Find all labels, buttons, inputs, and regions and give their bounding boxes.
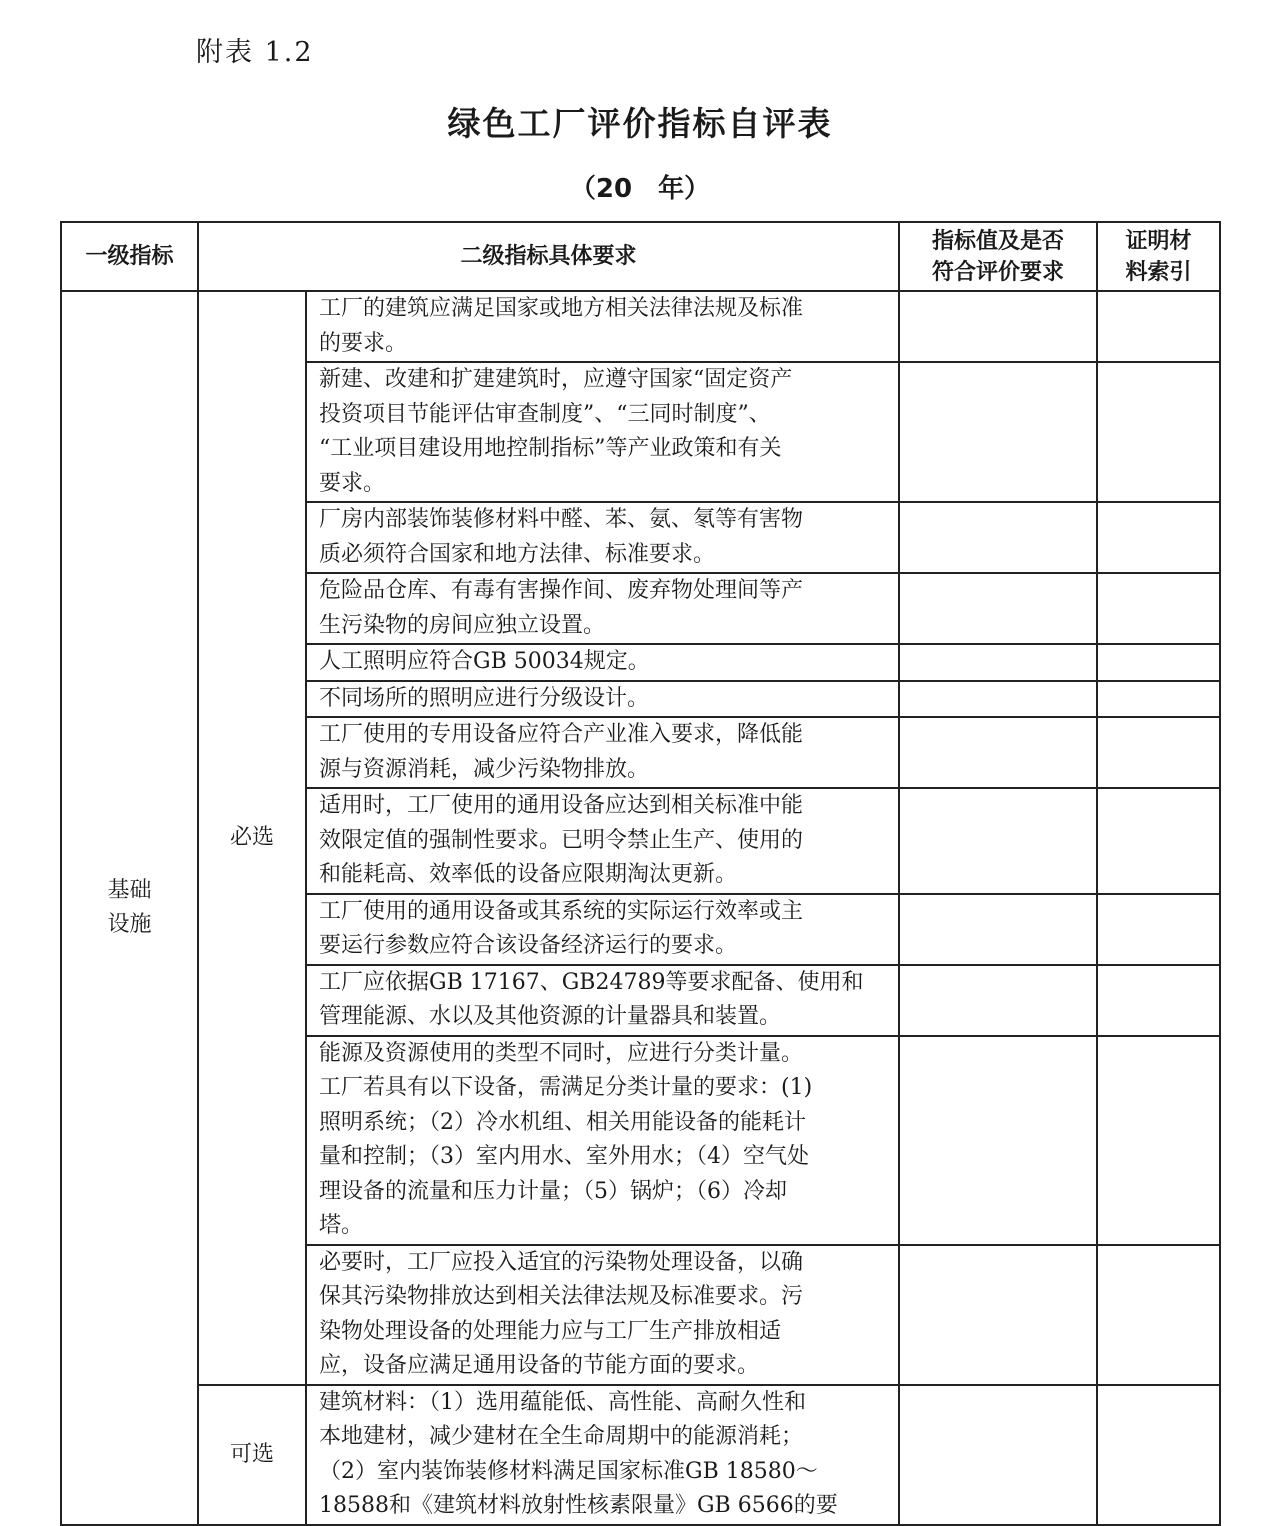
requirement-text: [306, 291, 899, 362]
requirement-line: 保其污染物排放达到相关法律法规及标准要求。污: [319, 1284, 804, 1309]
requirement-text: [306, 362, 899, 502]
requirement-line: 厂房内部装饰装修材料中醛、苯、氨、氡等有害物: [319, 507, 804, 532]
requirement-text: [306, 894, 899, 965]
requirement-text: [306, 502, 899, 573]
requirement-text: [306, 644, 899, 681]
requirement-text: [306, 965, 899, 1036]
header-value-line: 指标值及是否: [932, 228, 1065, 254]
requirement-text: [306, 1245, 899, 1385]
appendix-label: 附表 1.2: [196, 37, 314, 68]
requirement-line: 和能耗高、效率低的设备应限期淘汰更新。: [319, 862, 738, 887]
value-cell[interactable]: [899, 362, 1097, 502]
requirement-line: 要运行参数应符合该设备经济运行的要求。: [319, 933, 738, 958]
header-level2: 二级指标具体要求: [198, 222, 899, 291]
requirement-text: [306, 1036, 899, 1245]
value-cell[interactable]: [899, 1245, 1097, 1385]
evidence-cell[interactable]: [1097, 965, 1220, 1036]
value-cell[interactable]: [899, 894, 1097, 965]
requirement-line: 新建、改建和扩建建筑时，应遵守国家“固定资产: [319, 367, 793, 392]
value-cell[interactable]: [899, 644, 1097, 681]
header-evidence-line: 证明材: [1125, 228, 1192, 254]
requirement-line: 18588和《建筑材料放射性核素限量》GB 6566的要: [319, 1493, 838, 1518]
requirement-text: [306, 681, 899, 718]
requirement-type: 必选: [198, 291, 306, 1385]
requirement-line: 工厂的建筑应满足国家或地方相关法律法规及标准: [319, 296, 804, 321]
requirement-line: 塔。: [319, 1213, 364, 1238]
requirement-line: 工厂使用的专用设备应符合产业准入要求，降低能: [319, 722, 804, 747]
evidence-cell[interactable]: [1097, 717, 1220, 788]
evidence-cell[interactable]: [1097, 362, 1220, 502]
requirement-line: （2）室内装饰装修材料满足国家标准GB 18580～: [319, 1458, 818, 1484]
requirement-line: 建筑材料：（1）选用蕴能低、高性能、高耐久性和: [319, 1389, 806, 1415]
level1-category-line: 设施: [107, 911, 152, 937]
requirement-line: 能源及资源使用的类型不同时，应进行分类计量。: [319, 1040, 804, 1066]
requirement-line: 工厂应依据GB 17167、GB24789等要求配备、使用和: [319, 969, 864, 995]
value-cell[interactable]: [899, 1385, 1097, 1525]
evidence-cell[interactable]: [1097, 1036, 1220, 1245]
requirement-line: 要求。: [319, 470, 386, 496]
requirement-line: 理设备的流量和压力计量；（5）锅炉；（6）冷却: [319, 1178, 787, 1204]
requirement-type: 可选: [198, 1385, 306, 1525]
requirement-text: [306, 788, 899, 894]
evidence-cell[interactable]: [1097, 502, 1220, 573]
value-cell[interactable]: [899, 573, 1097, 644]
requirement-line: 人工照明应符合GB 50034规定。: [319, 649, 650, 674]
evidence-cell[interactable]: [1097, 788, 1220, 894]
requirement-line: 工厂使用的通用设备或其系统的实际运行效率或主: [319, 898, 804, 924]
value-cell[interactable]: [899, 965, 1097, 1036]
value-cell[interactable]: [899, 788, 1097, 894]
value-cell[interactable]: [899, 1036, 1097, 1245]
evidence-cell[interactable]: [1097, 291, 1220, 362]
requirement-line: 投资项目节能评估审查制度”、“三同时制度”、: [319, 401, 771, 427]
requirement-line: 效限定值的强制性要求。已明令禁止生产、使用的: [319, 827, 804, 853]
evidence-cell[interactable]: [1097, 681, 1220, 718]
requirement-line: 必要时，工厂应投入适宜的污染物处理设备，以确: [319, 1249, 804, 1275]
value-cell[interactable]: [899, 717, 1097, 788]
evidence-cell[interactable]: [1097, 894, 1220, 965]
header-row: [61, 222, 1220, 291]
table-row: [61, 1385, 1220, 1525]
value-cell[interactable]: [899, 502, 1097, 573]
header-level1: 一级指标: [61, 222, 198, 291]
requirement-line: 量和控制；（3）室内用水、室外用水；（4）空气处: [319, 1144, 809, 1169]
requirement-line: 染物处理设备的处理能力应与工厂生产排放相适: [319, 1318, 782, 1344]
value-cell[interactable]: [899, 291, 1097, 362]
requirement-line: 应，设备应满足通用设备的节能方面的要求。: [319, 1353, 760, 1378]
year-subtitle: （20 年）: [569, 174, 711, 204]
evidence-cell[interactable]: [1097, 644, 1220, 681]
header-evidence: [1097, 222, 1220, 291]
value-cell[interactable]: [899, 681, 1097, 718]
requirement-line: 照明系统；（2）冷水机组、相关用能设备的能耗计: [319, 1109, 806, 1135]
self-evaluation-table: [60, 221, 1221, 1526]
requirement-line: 适用时，工厂使用的通用设备应达到相关标准中能: [319, 793, 804, 818]
level1-category: [61, 291, 198, 1525]
requirement-text: [306, 717, 899, 788]
requirement-line: 不同场所的照明应进行分级设计。: [319, 685, 650, 711]
requirement-line: 源与资源消耗，减少污染物排放。: [319, 756, 650, 782]
requirement-line: 工厂若具有以下设备，需满足分类计量的要求：(1): [319, 1075, 813, 1100]
requirement-text: [306, 1385, 899, 1525]
requirement-line: 的要求。: [319, 330, 408, 356]
requirement-text: [306, 573, 899, 644]
header-evidence-line: 料索引: [1125, 259, 1192, 285]
page-title: 绿色工厂评价指标自评表: [447, 104, 833, 143]
requirement-line: 危险品仓库、有毒有害操作间、废弃物处理间等产: [319, 578, 804, 603]
header-value-line: 符合评价要求: [932, 259, 1065, 285]
requirement-line: 本地建材，减少建材在全生命周期中的能源消耗；: [319, 1424, 804, 1449]
requirement-line: 管理能源、水以及其他资源的计量器具和装置。: [319, 1004, 782, 1029]
requirement-line: 质必须符合国家和地方法律、标准要求。: [319, 541, 716, 567]
evidence-cell[interactable]: [1097, 573, 1220, 644]
evidence-cell[interactable]: [1097, 1385, 1220, 1525]
evidence-cell[interactable]: [1097, 1245, 1220, 1385]
table-row: [61, 291, 1220, 362]
requirement-line: 生污染物的房间应独立设置。: [319, 612, 606, 638]
header-value: [899, 222, 1097, 291]
requirement-line: “工业项目建设用地控制指标”等产业政策和有关: [319, 436, 782, 461]
level1-category-line: 基础: [107, 877, 152, 903]
